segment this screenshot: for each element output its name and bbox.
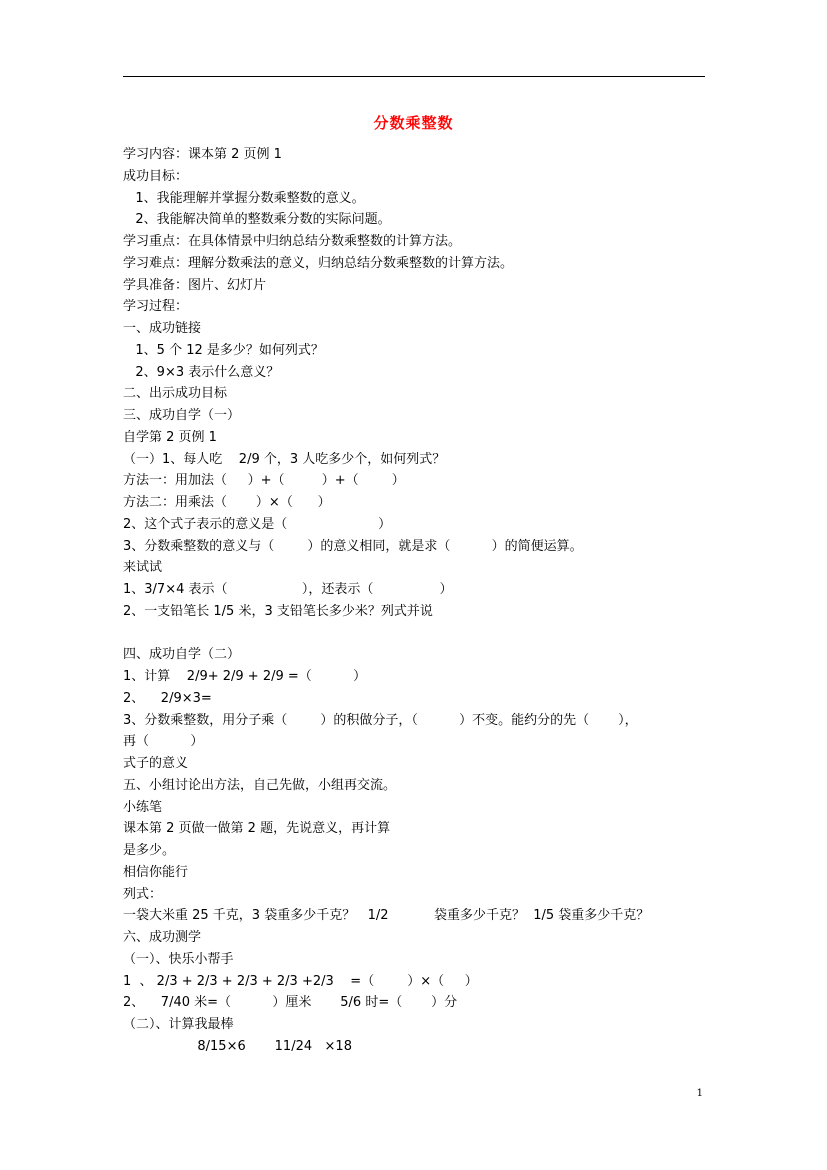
text-line: 课本第 2 页做一做第 2 题，先说意义，再计算: [123, 821, 391, 837]
text-line: 1 、 2/3 + 2/3 + 2/3 + 2/3 +2/3 =（ ）×（ ）: [123, 973, 478, 989]
text-line: 学具准备：图片、幻灯片: [123, 277, 267, 293]
text-line: 小练笔: [123, 799, 163, 815]
text-line: 1、5 个 12 是多少？如何列式？: [123, 342, 324, 358]
text-line: 2、我能解决简单的整数乘分数的实际问题。: [123, 212, 391, 228]
text-line: 方法一：用加法（ ）+（ ）+（ ）: [123, 473, 405, 489]
text-line: 2、一支铅笔长 1/5 米，3 支铅笔长多少米？列式并说: [123, 603, 433, 619]
text-line: （一）、快乐小帮手: [123, 951, 234, 967]
text-line: 2、 7/40 米=（ ）厘米 5/6 时=（ ）分: [123, 995, 458, 1011]
text-line: （一）1、每人吃 2/9 个，3 人吃多少个，如何列式？: [123, 451, 446, 467]
text-line: 四、成功自学（二）: [123, 647, 241, 663]
text-line: 再（ ）: [123, 734, 204, 750]
text-line: 二、出示成功目标: [123, 386, 228, 402]
text-line: 8/15×6 11/24 ×18: [123, 1038, 352, 1054]
text-line: 三、成功自学（一）: [123, 408, 241, 423]
text-line: 学习难点：理解分数乘法的意义，归纳总结分数乘整数的计算方法。: [123, 255, 514, 271]
document-title: 分数乘整数: [373, 114, 454, 132]
page-number: 1: [696, 1088, 703, 1099]
header-rule: [123, 76, 705, 77]
text-line: 1、计算 2/9+ 2/9 + 2/9 =（ ）: [123, 669, 367, 684]
text-line: [123, 623, 723, 645]
text-line: 1、我能理解并掌握分数乘整数的意义。: [123, 190, 365, 206]
text-line: 学习重点：在具体情景中归纳总结分数乘整数的计算方法。: [123, 234, 462, 249]
text-line: 五、小组讨论出方法，自己先做，小组再交流。: [123, 777, 397, 793]
text-line: 2、 2/9×3=: [123, 690, 212, 706]
text-line: 自学第 2 页例 1: [123, 429, 217, 445]
text-line: 2、这个式子表示的意义是（ ）: [123, 516, 392, 532]
text-line: 3、分数乘整数的意义与（ ）的意义相同，就是求（ ）的简便运算。: [123, 538, 583, 554]
text-line: 一袋大米重 25 千克，3 袋重多少千克？ 1/2 袋重多少千克？ 1/5 袋重多少千克？: [123, 908, 650, 924]
document-body: [123, 144, 723, 1058]
text-line: 列式：: [123, 886, 163, 902]
text-line: 学习过程：: [123, 299, 189, 315]
text-line: 成功目标：: [123, 168, 189, 184]
text-line: 3、分数乘整数，用分子乘（ ）的积做分子，（ ）不变。能约分的先（ ），: [123, 712, 638, 728]
text-line: 学习内容：课本第 2 页例 1: [123, 147, 282, 162]
text-line: 式子的意义: [123, 756, 189, 771]
text-line: 方法二：用乘法（ ）×（ ）: [123, 495, 331, 510]
text-line: 一、成功链接: [123, 321, 202, 336]
text-line: 1、3/7×4 表示（ ），还表示（ ）: [123, 582, 453, 597]
text-line: 来试试: [123, 560, 163, 576]
text-line: 是多少。: [123, 843, 176, 858]
text-line: 六、成功测学: [123, 930, 202, 945]
text-line: 相信你能行: [123, 864, 189, 880]
text-line: （二）、计算我最棒: [123, 1017, 234, 1032]
text-line: 2、9×3 表示什么意义？: [123, 364, 280, 380]
